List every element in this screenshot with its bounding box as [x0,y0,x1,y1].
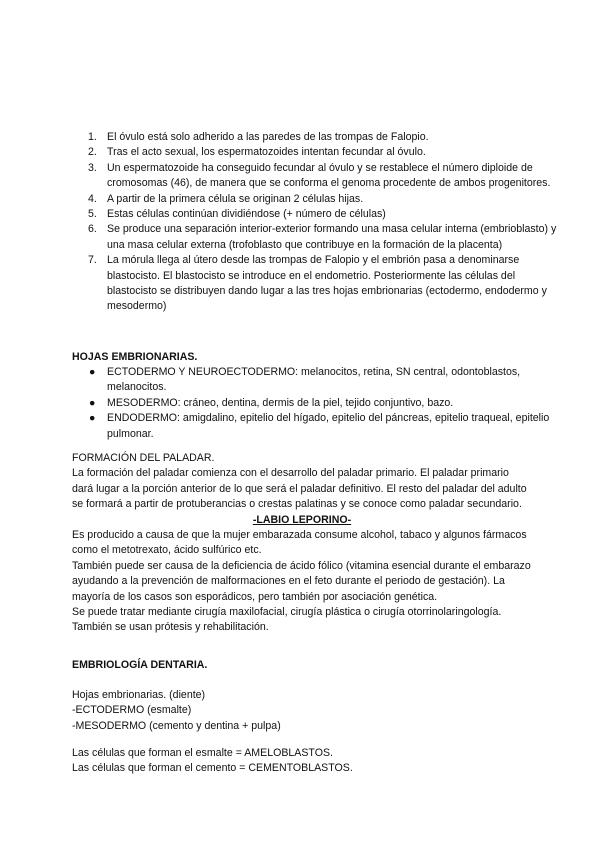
hojas-embrionarias-heading: HOJAS EMBRIONARIAS. [72,351,198,363]
embriologia-dentaria-heading: EMBRIOLOGÍA DENTARIA. [72,659,208,671]
list-item-text: La mórula llega al útero desde las trompas de Falopio y el embrión pasa a denominarse blastocisto. El blastocisto se introduce en el endometrio. Posteriormente las células del blastocisto se distribuyen dando lugar a las tres hojas embrionarias (ectodermo, endodermo y mesodermo) [107,254,547,313]
list-item-text: A partir de la primera célula se originan 2 células hijas. [107,192,364,205]
list-item [88,192,567,207]
list-item-text: Tras el acto sexual, los espermatozoides intentan fecundar al óvulo. [107,146,426,159]
labio-leporino-heading: -LABIO LEPORINO- [252,513,352,526]
list-item-number: 1. [88,131,97,143]
list-item-number: 6. [88,223,97,236]
list-item-number: 5. [88,208,97,221]
bullet-icon: ● [89,412,96,425]
list-item-number: 7. [88,254,97,267]
celulas-section [72,746,532,777]
bullet-icon: ● [89,396,96,409]
labio-paragraph: También puede ser causa de la deficiencia de ácido fólico (vitamina esencial durante el embarazo ayudando a la prevención de malformaciones en el feto durante el periodo de gestación). La mayoría de los casos son esporádicos, pero también por asociación genética. [72,559,531,603]
list-item [88,145,567,160]
list-item-text: Un espermatozoide ha conseguido fecundar al óvulo y se restablece el número diploide de cromosomas (46), de manera que se conforma el genoma procedente de ambos progenitores. [107,161,551,190]
labio-paragraph: Es producido a causa de que la mujer embarazada consume alcohol, tabaco y algunos fármacos como el metotrexato, ácido sulfúrico etc. [72,529,527,557]
list-item-number: 2. [88,146,97,159]
dentaria-line: -ECTODERMO (esmalte) [72,704,192,717]
list-item-text: MESODERMO: cráneo, dentina, dermis de la piel, tejido conjuntivo, bazo. [107,396,454,409]
paladar-paragraph: La formación del paladar comienza con el desarrollo del paladar primario. El paladar primario dará lugar a la porción anterior de lo que será el paladar definitivo. El resto del paladar del adulto se formará a partir de protuberancias o crestas palatinas y se conoce como paladar secundario. [72,467,527,511]
list-item [88,207,567,222]
dentaria-section [72,688,532,734]
celulas-line: Las células que forman el esmalte = AMELOBLASTOS. [72,747,333,759]
fertilization-steps-list [72,130,567,315]
hojas-embrionarias-list [72,365,567,442]
dentaria-line: -MESODERMO (cemento y dentina + pulpa) [72,719,281,732]
bullet-icon: ● [89,366,96,378]
list-item [88,222,567,253]
labio-paragraph: Se puede tratar mediante cirugía maxilofacial, cirugía plástica o cirugía otorrinolaringología. [72,606,502,619]
list-item-text: ENDODERMO: amigdalino, epitelio del hígado, epitelio del páncreas, epitelio traqueal, epitelio pulmonar. [107,412,550,440]
list-item-text: El óvulo está solo adherido a las paredes de las trompas de Falopio. [107,131,429,143]
labio-paragraph: También se usan prótesis y rehabilitación. [72,621,269,634]
list-item [89,396,567,411]
list-item-text: ECTODERMO Y NEUROECTODERMO: melanocitos, retina, SN central, odontoblastos, melanocitos. [107,366,521,394]
list-item [88,161,567,192]
list-item [88,253,567,315]
list-item [88,130,567,145]
paladar-section [72,451,532,636]
list-item-number: 3. [88,161,97,174]
list-item [89,411,567,442]
dentaria-line: Hojas embrionarias. (diente) [72,689,206,701]
list-item-number: 4. [88,192,97,205]
celulas-line: Las células que forman el cemento = CEMENTOBLASTOS. [72,762,353,775]
list-item-text: Estas células continúan dividiéndose (+ número de células) [107,208,386,221]
paladar-heading: FORMACIÓN DEL PALADAR. [72,452,215,464]
list-item [89,365,567,396]
list-item-text: Se produce una separación interior-exterior formando una masa celular interna (embrioblasto) y una masa celular externa (trofoblasto que contribuye en la formación de la placenta) [107,223,557,251]
